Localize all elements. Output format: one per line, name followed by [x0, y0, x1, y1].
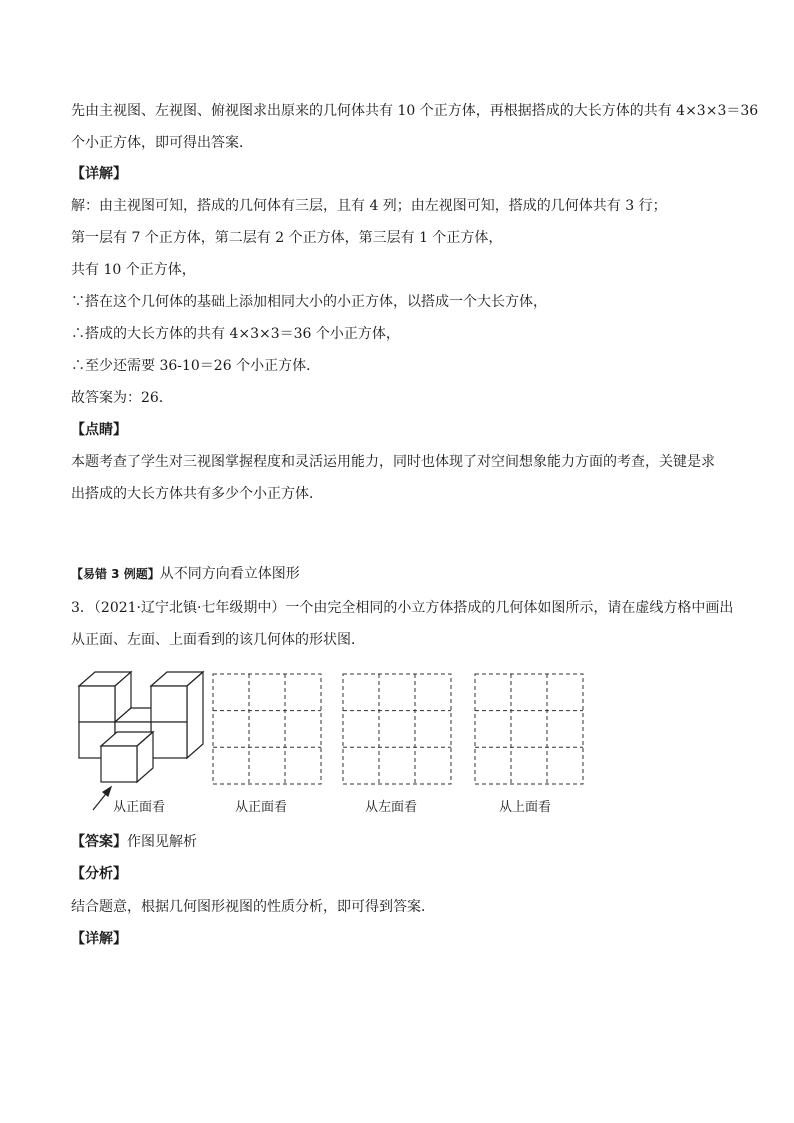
- grid-caption-front: 从正面看: [235, 800, 288, 815]
- answer-heading: 【答案】: [71, 834, 127, 850]
- view-arrow: [93, 787, 111, 810]
- detail-line-2: 第一层有 7 个正方体，第二层有 2 个正方体，第三层有 1 个正方体，: [71, 230, 503, 246]
- section-title: 从不同方向看立体图形: [159, 566, 300, 582]
- comment-line-1: 本题考查了学生对三视图掌握程度和灵活运用能力，同时也体现了对空间想象能力方面的考查，关键是求: [71, 454, 715, 470]
- dashed-grid-left: [343, 674, 451, 784]
- detail-heading: 【详解】: [71, 166, 127, 182]
- detail-line-1: 解：由主视图可知，搭成的几何体有三层，且有 4 列；由左视图可知，搭成的几何体共有 3 行；: [71, 198, 667, 214]
- solid-caption: 从正面看: [113, 800, 166, 815]
- cube-side-face: [187, 672, 203, 758]
- answer-text: 作图见解析: [127, 834, 197, 850]
- comment-line-2: 出搭成的大长方体共有多少个小正方体．: [71, 486, 323, 502]
- detail-line-4: ∵搭在这个几何体的基础上添加相同大小的小正方体，以搭成一个大长方体，: [71, 294, 547, 310]
- detail-line-5: ∴搭成的大长方体的共有 4×3×3＝36 个小正方体，: [71, 326, 400, 342]
- question-line-1: 3．（2021·辽宁北镇·七年级期中）一个由完全相同的小立方体搭成的几何体如图所示，请在虚线方格中画出: [71, 600, 734, 616]
- comment-heading: 【点睛】: [71, 422, 127, 438]
- analysis-text-line-1: 先由主视图、左视图、俯视图求出原来的几何体共有 10 个正方体，再根据搭成的大长方体的共有 4×3×3＝36: [71, 103, 759, 119]
- detail-heading-2: 【详解】: [71, 931, 127, 947]
- detail-line-6: ∴至少还需要 36-10＝26 个小正方体．: [71, 358, 321, 374]
- question-figure: [71, 668, 591, 822]
- analysis-text-line-2: 个小正方体，即可得出答案．: [71, 135, 253, 151]
- dashed-grid-top: [475, 674, 583, 784]
- grid-caption-left: 从左面看: [365, 800, 418, 815]
- cube-front-face: [101, 746, 137, 782]
- analysis-heading: 【分析】: [71, 866, 127, 882]
- analysis-text-line-3: 结合题意，根据几何图形视图的性质分析，即可得到答案．: [71, 899, 435, 915]
- cube-solid: [79, 672, 203, 782]
- grid-caption-top: 从上面看: [499, 800, 552, 815]
- cube-front-face: [151, 722, 187, 758]
- cube-front-face: [79, 686, 115, 722]
- section-tag: 【易错 3 例题】: [71, 567, 160, 581]
- cube-front-face: [151, 686, 187, 722]
- detail-line-3: 共有 10 个正方体，: [71, 262, 196, 278]
- question-line-2: 从正面、左面、上面看到的该几何体的形状图．: [71, 632, 365, 648]
- dashed-grid-front: [213, 674, 321, 784]
- detail-line-7: 故答案为：26．: [71, 390, 173, 406]
- section-heading: [71, 564, 300, 584]
- answer-row: [71, 832, 197, 852]
